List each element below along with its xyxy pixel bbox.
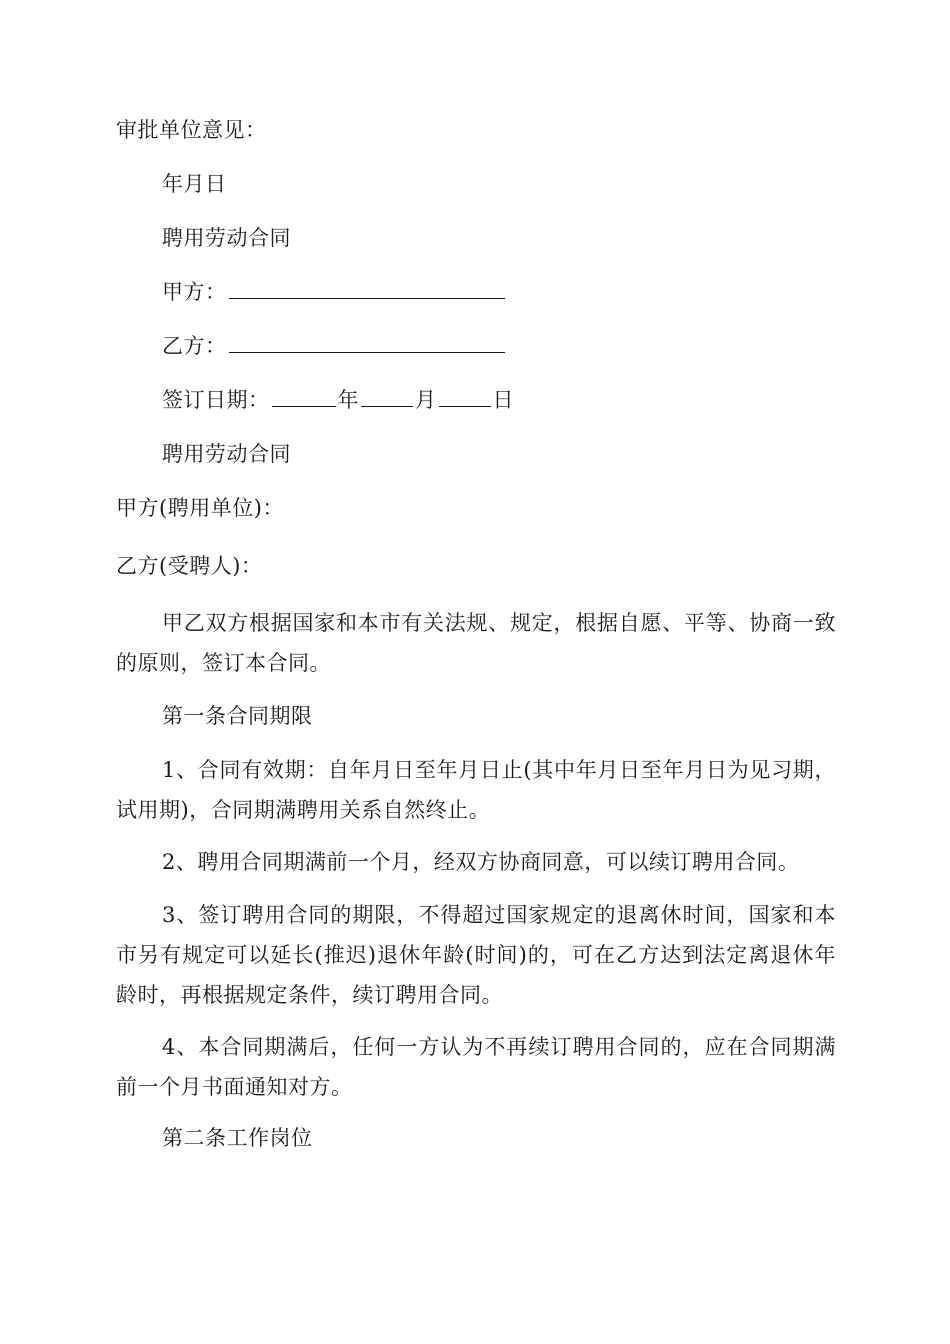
- article-1-item-4: 4、本合同期满后，任何一方认为不再续订聘用合同的，应在合同期满前一个月书面通知对方。: [116, 1035, 836, 1099]
- article-1-item-2: 2、聘用合同期满前一个月，经双方协商同意，可以续订聘用合同。: [162, 850, 800, 874]
- sign-year-blank: [272, 382, 336, 407]
- article-1-item-3: 3、签订聘用合同的期限，不得超过国家规定的退离休时间，国家和本市另有规定可以延长(推迟)退休年龄(时间)的，可在乙方达到法定离退休年龄时，再根据规定条件，续订聘用合同。: [116, 903, 836, 1007]
- article-1-title: 第一条合同期限: [162, 704, 313, 728]
- sign-date-line: [162, 380, 514, 420]
- party-b-blank: [229, 328, 505, 353]
- sign-date-label: 签订日期：: [162, 388, 270, 412]
- sign-year: 年: [337, 388, 359, 412]
- approval-label: 审批单位意见：: [116, 118, 267, 142]
- article-2-title: 第二条工作岗位: [162, 1126, 313, 1150]
- party-a-employer: 甲方(聘用单位)：: [116, 496, 284, 520]
- sign-month: 月: [415, 388, 437, 412]
- party-a-blank: [229, 274, 505, 299]
- party-b-employee: 乙方(受聘人)：: [116, 554, 263, 578]
- intro-paragraph: 甲乙双方根据国家和本市有关法规、规定，根据自愿、平等、协商一致的原则，签订本合同。: [116, 611, 836, 675]
- date-ymd: 年月日: [162, 172, 227, 196]
- party-b-label: 乙方：: [162, 334, 227, 358]
- party-a-label: 甲方：: [162, 280, 227, 304]
- party-a-line: [162, 272, 507, 312]
- contract-title-2: 聘用劳动合同: [162, 442, 291, 466]
- sign-day: 日: [492, 388, 514, 412]
- contract-title-1: 聘用劳动合同: [162, 226, 291, 250]
- article-1-item-1: 1、合同有效期：自年月日至年月日止(其中年月日至年月日为见习期，试用期)，合同期满聘用关系自然终止。: [116, 758, 836, 822]
- sign-month-blank: [361, 382, 413, 407]
- sign-day-blank: [439, 382, 491, 407]
- party-b-line: [162, 326, 507, 366]
